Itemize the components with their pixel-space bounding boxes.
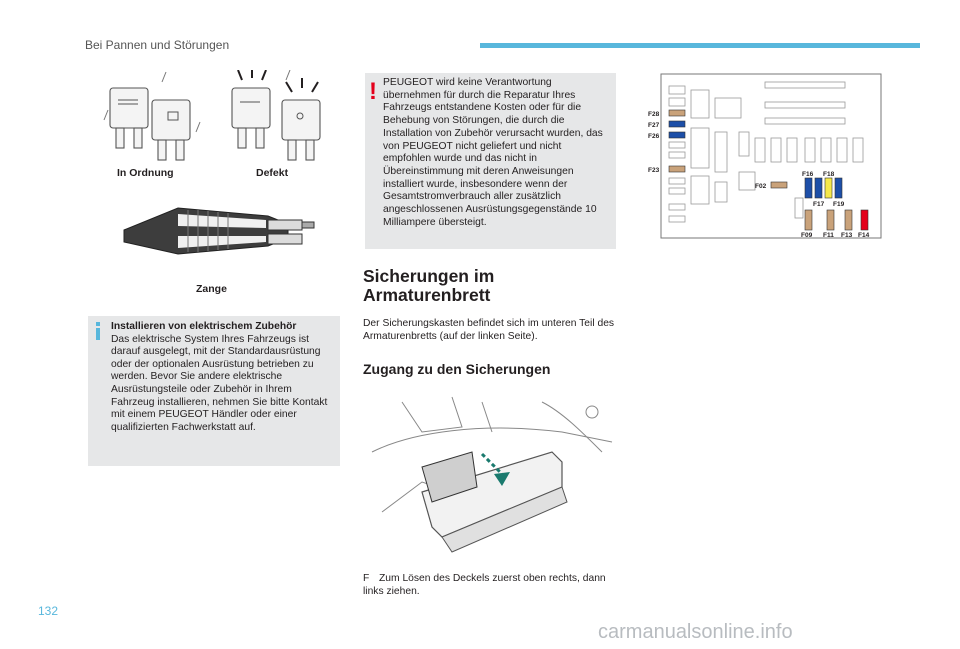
fuse-label-f23: F23 [648,167,660,174]
page-number: 132 [38,604,59,618]
fuse-label-f28: F28 [648,111,660,118]
fusebox-diagram [645,72,890,242]
step-text: Zum Lösen des Deckels zuerst oben rechts, dann links ziehen. [363,573,606,597]
page-header-title: Bei Pannen und Störungen [85,38,230,52]
fuse-label-f02: F02 [755,183,767,190]
info-box-body: Das elektrische System Ihres Fahrzeugs ist darauf ausgelegt, mit der Standardausrüstung oder der optionalen Ausrüstung betrieben zu werden. Bevor Sie andere elektrische Ausrüstungsteile oder Zubehör in Ihrem Fahrzeug installieren, nehmen Sie bitte Kontakt mit einem PEUGEOT Händler oder einer qualifizierten Fachwerkstatt auf. [111,333,328,433]
fuse-defect-caption: Defekt [256,167,289,179]
fuse-label-f16: F16 [802,171,814,178]
fuse-label-f14: F14 [858,232,870,239]
fuse-illustrations [100,70,340,170]
fuse-label-f17: F17 [813,201,825,208]
section-title: Sicherungen im Armaturenbrett [363,266,495,305]
step-instruction [363,573,618,598]
section-subtitle: Zugang zu den Sicherungen [363,361,551,377]
header-accent-bar [480,43,920,48]
warning-text: PEUGEOT wird keine Verantwortung übernehmen für durch die Reparatur Ihres Fahrzeugs entstandene Kosten oder für die Behebung von Störungen, die durch die Installation von Zubehör verursacht wurden, das von PEUGEOT nicht geliefert und nicht empfohlen wurde und das nicht in Übereinstimmung mit deren Anweisungen installiert wurde, insbesondere wenn der Gesamtstromverbrauch aller zusätzlich angeschlossenen Ausrüstungsgegenstände 10 Milliampere übersteigt. [383,77,603,228]
glovebox-illustration [362,392,617,562]
fuse-label-f11: F11 [823,232,834,239]
fuse-ok-caption: In Ordnung [117,167,174,179]
pliers-illustration [118,198,323,268]
watermark-text: carmanualsonline.info [598,621,793,643]
info-icon [93,322,107,340]
fuse-label-f09: F09 [801,232,813,239]
info-box-title: Installieren von elektrischem Zubehör [111,321,297,332]
fuse-label-f18: F18 [823,171,835,178]
fuse-label-f26: F26 [648,133,660,140]
fuse-label-f27: F27 [648,122,660,129]
fuse-label-f13: F13 [841,232,853,239]
fuse-label-f19: F19 [833,201,845,208]
info-box-text [111,321,337,434]
warning-icon: ! [369,78,377,105]
step-marker: F [363,573,370,584]
section-intro: Der Sicherungskasten befindet sich im unteren Teil des Armaturenbretts (auf der linken Seite). [363,318,615,342]
pliers-caption: Zange [196,283,227,295]
